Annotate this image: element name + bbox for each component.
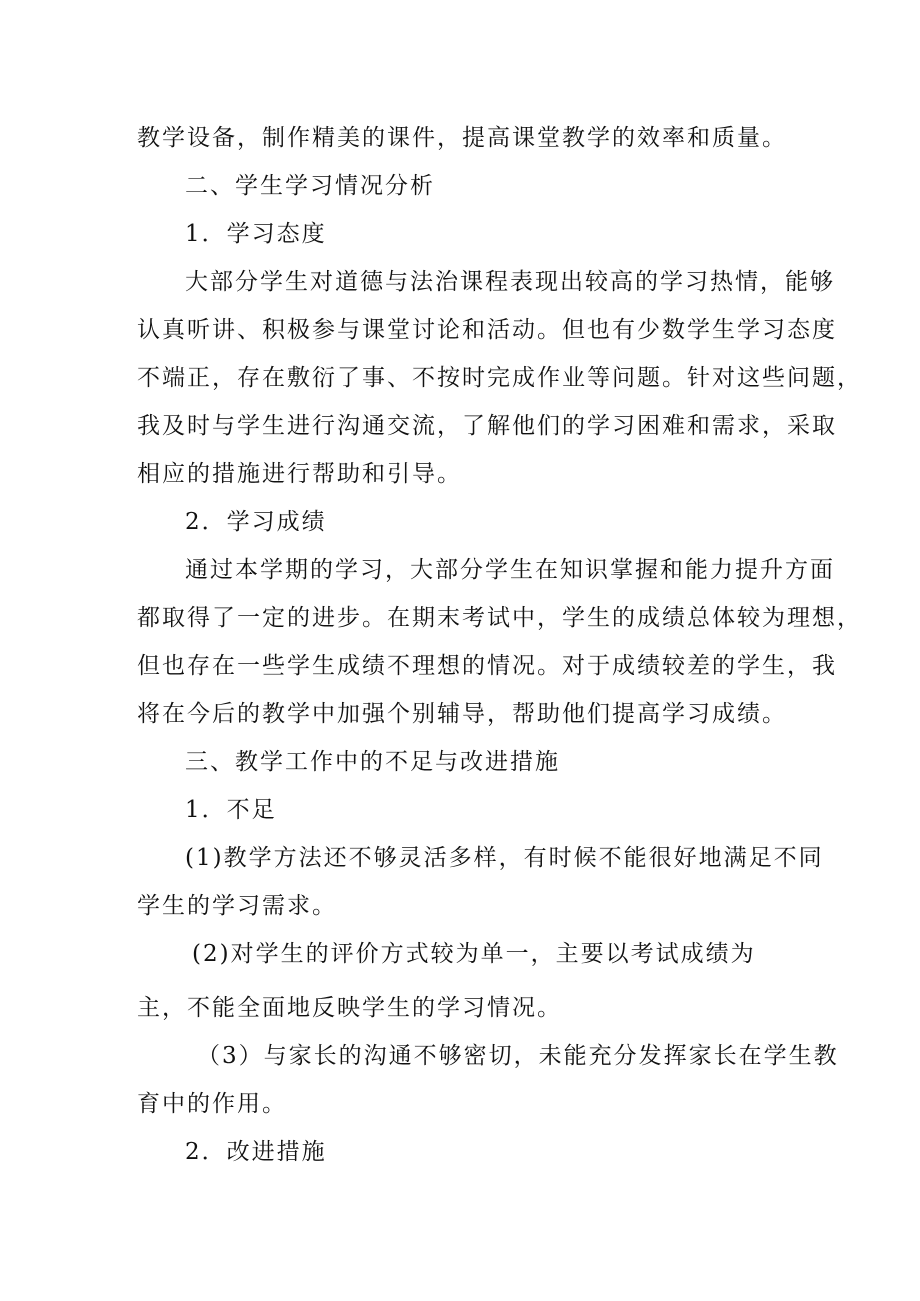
paragraph-line: 认真听讲、积极参与课堂讨论和活动。但也有少数学生学习态度 bbox=[137, 317, 837, 343]
section-heading-shortcomings: 三、教学工作中的不足与改进措施 bbox=[185, 749, 560, 775]
subheading-learning-attitude: 1．学习态度 bbox=[185, 221, 327, 247]
paragraph-line: 通过本学期的学习，大部分学生在知识掌握和能力提升方面 bbox=[185, 557, 835, 583]
paragraph-line: 不端正，存在敷衍了事、不按时完成作业等问题。针对这些问题， bbox=[137, 365, 862, 391]
paragraph-line: 都取得了一定的进步。在期末考试中，学生的成绩总体较为理想， bbox=[137, 605, 862, 631]
section-heading-student-analysis: 二、学生学习情况分析 bbox=[185, 173, 435, 199]
paragraph-line: 将在今后的教学中加强个别辅导，帮助他们提高学习成绩。 bbox=[137, 701, 787, 727]
list-item-line: 学生的学习需求。 bbox=[137, 893, 337, 919]
paragraph-line: 大部分学生对道德与法治课程表现出较高的学习热情，能够 bbox=[185, 269, 835, 295]
list-item-line: 主，不能全面地反映学生的学习情况。 bbox=[137, 995, 562, 1021]
paragraph-line: 我及时与学生进行沟通交流，了解他们的学习困难和需求，采取 bbox=[137, 413, 837, 439]
list-item-line: （3）与家长的沟通不够密切，未能充分发挥家长在学生教 bbox=[197, 1043, 839, 1069]
list-item-line: (1)教学方法还不够灵活多样，有时候不能很好地满足不同 bbox=[185, 845, 824, 871]
list-item-line: (2)对学生的评价方式较为单一，主要以考试成绩为 bbox=[192, 941, 756, 967]
paragraph-line: 但也存在一些学生成绩不理想的情况。对于成绩较差的学生，我 bbox=[137, 653, 837, 679]
list-item-line: 育中的作用。 bbox=[137, 1091, 287, 1117]
paragraph-line: 相应的措施进行帮助和引导。 bbox=[137, 461, 462, 487]
paragraph-line: 教学设备，制作精美的课件，提高课堂教学的效率和质量。 bbox=[137, 125, 787, 151]
subheading-improvement-measures: 2．改进措施 bbox=[185, 1139, 327, 1165]
subheading-learning-results: 2．学习成绩 bbox=[185, 509, 327, 535]
subheading-shortcomings: 1．不足 bbox=[185, 797, 277, 823]
